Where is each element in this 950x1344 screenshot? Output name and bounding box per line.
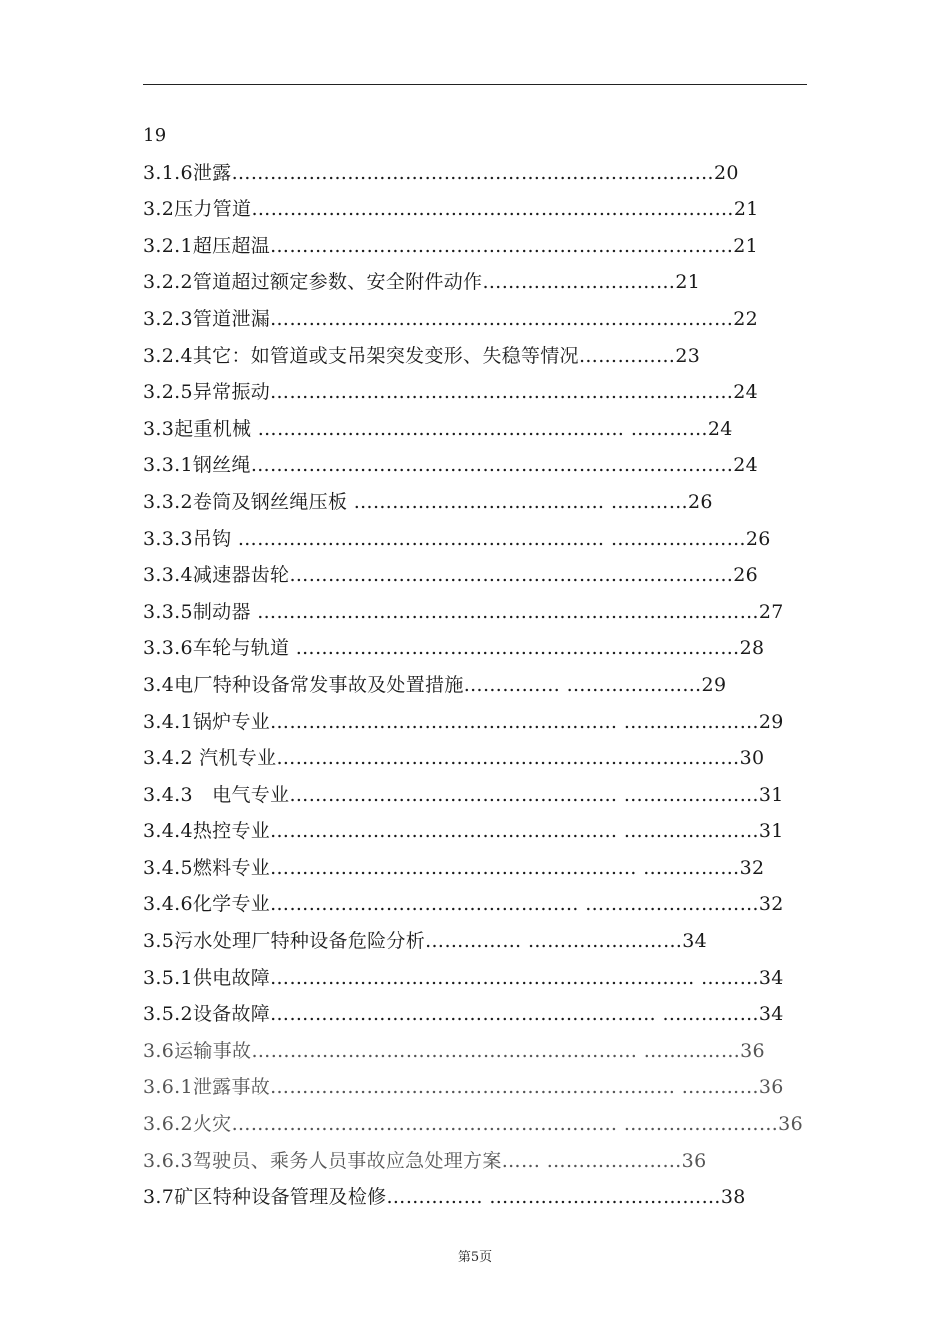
- toc-entry: 3.3.2卷筒及钢丝绳压板 ………………………………… …………26: [143, 490, 713, 513]
- toc-entry: 3.2.5异常振动………………………………………………………………24: [143, 381, 759, 404]
- toc-entry: 3.4.6化学专业………………………………………… ………………………32: [143, 893, 784, 916]
- toc-entry: 3.4电厂特种设备常发事故及处置措施…………… …………………29: [143, 673, 727, 696]
- toc-entry: 3.3.1钢丝绳…………………………………………………………………24: [143, 454, 759, 477]
- toc-entry: 3.5.1供电故障………………………………………………………… ………34: [143, 966, 784, 989]
- page-number: 第5页: [457, 1250, 493, 1265]
- toc-entry: 3.3.4减速器齿轮……………………………………………………………26: [143, 564, 759, 587]
- toc-entry: 3.3.6车轮与轨道 ……………………………………………………………28: [143, 637, 765, 660]
- toc-entry: 3.6.2火灾…………………………………………………… ……………………36: [143, 1113, 803, 1136]
- toc-entry: 3.4.4热控专业……………………………………………… …………………31: [143, 820, 784, 843]
- toc-entry: 3.2.3管道泄漏………………………………………………………………22: [143, 307, 759, 330]
- toc-entry: 3.4.2 汽机专业………………………………………………………………30: [143, 747, 765, 770]
- toc-entry: 3.4.1锅炉专业……………………………………………… …………………29: [143, 710, 784, 733]
- toc-entry: 3.6运输事故…………………………………………………… ……………36: [143, 1039, 765, 1062]
- table-of-contents: [143, 118, 807, 1216]
- toc-entry: 3.5.2设备故障…………………………………………………… ……………34: [143, 1003, 784, 1026]
- toc-entry: 3.6.1泄露事故……………………………………………………… …………36: [143, 1076, 784, 1099]
- toc-entry: 3.4.3 电气专业…………………………………………… …………………31: [143, 783, 784, 806]
- header-rule: [143, 84, 807, 85]
- toc-entry: 3.2.2管道超过额定参数、安全附件动作…………………………21: [143, 271, 701, 294]
- toc-entry: 3.3.3吊钩 ………………………………………………… …………………26: [143, 527, 771, 550]
- toc-entry: 3.4.5燃料专业………………………………………………… ……………32: [143, 856, 765, 879]
- toc-entry: 3.3起重机械 ………………………………………………… …………24: [143, 417, 733, 440]
- toc-entry: 3.2压力管道…………………………………………………………………21: [143, 198, 759, 221]
- toc-entry: 3.5污水处理厂特种设备危险分析…………… ……………………34: [143, 930, 708, 953]
- toc-entry: 3.3.5制动器 ……………………………………………………………………27: [143, 600, 784, 623]
- toc-entry: 3.2.1超压超温………………………………………………………………21: [143, 234, 759, 257]
- toc-entry: 3.1.6泄露…………………………………………………………………20: [143, 161, 739, 184]
- toc-entry: 3.2.4其它：如管道或支吊架突发变形、失稳等情况……………23: [143, 344, 701, 367]
- toc-entry: 3.7矿区特种设备管理及检修…………… ………………………………38: [143, 1186, 746, 1209]
- toc-entry: 3.6.3驾驶员、乘务人员事故应急处理方案…… …………………36: [143, 1149, 707, 1172]
- toc-entry: 19: [143, 125, 167, 146]
